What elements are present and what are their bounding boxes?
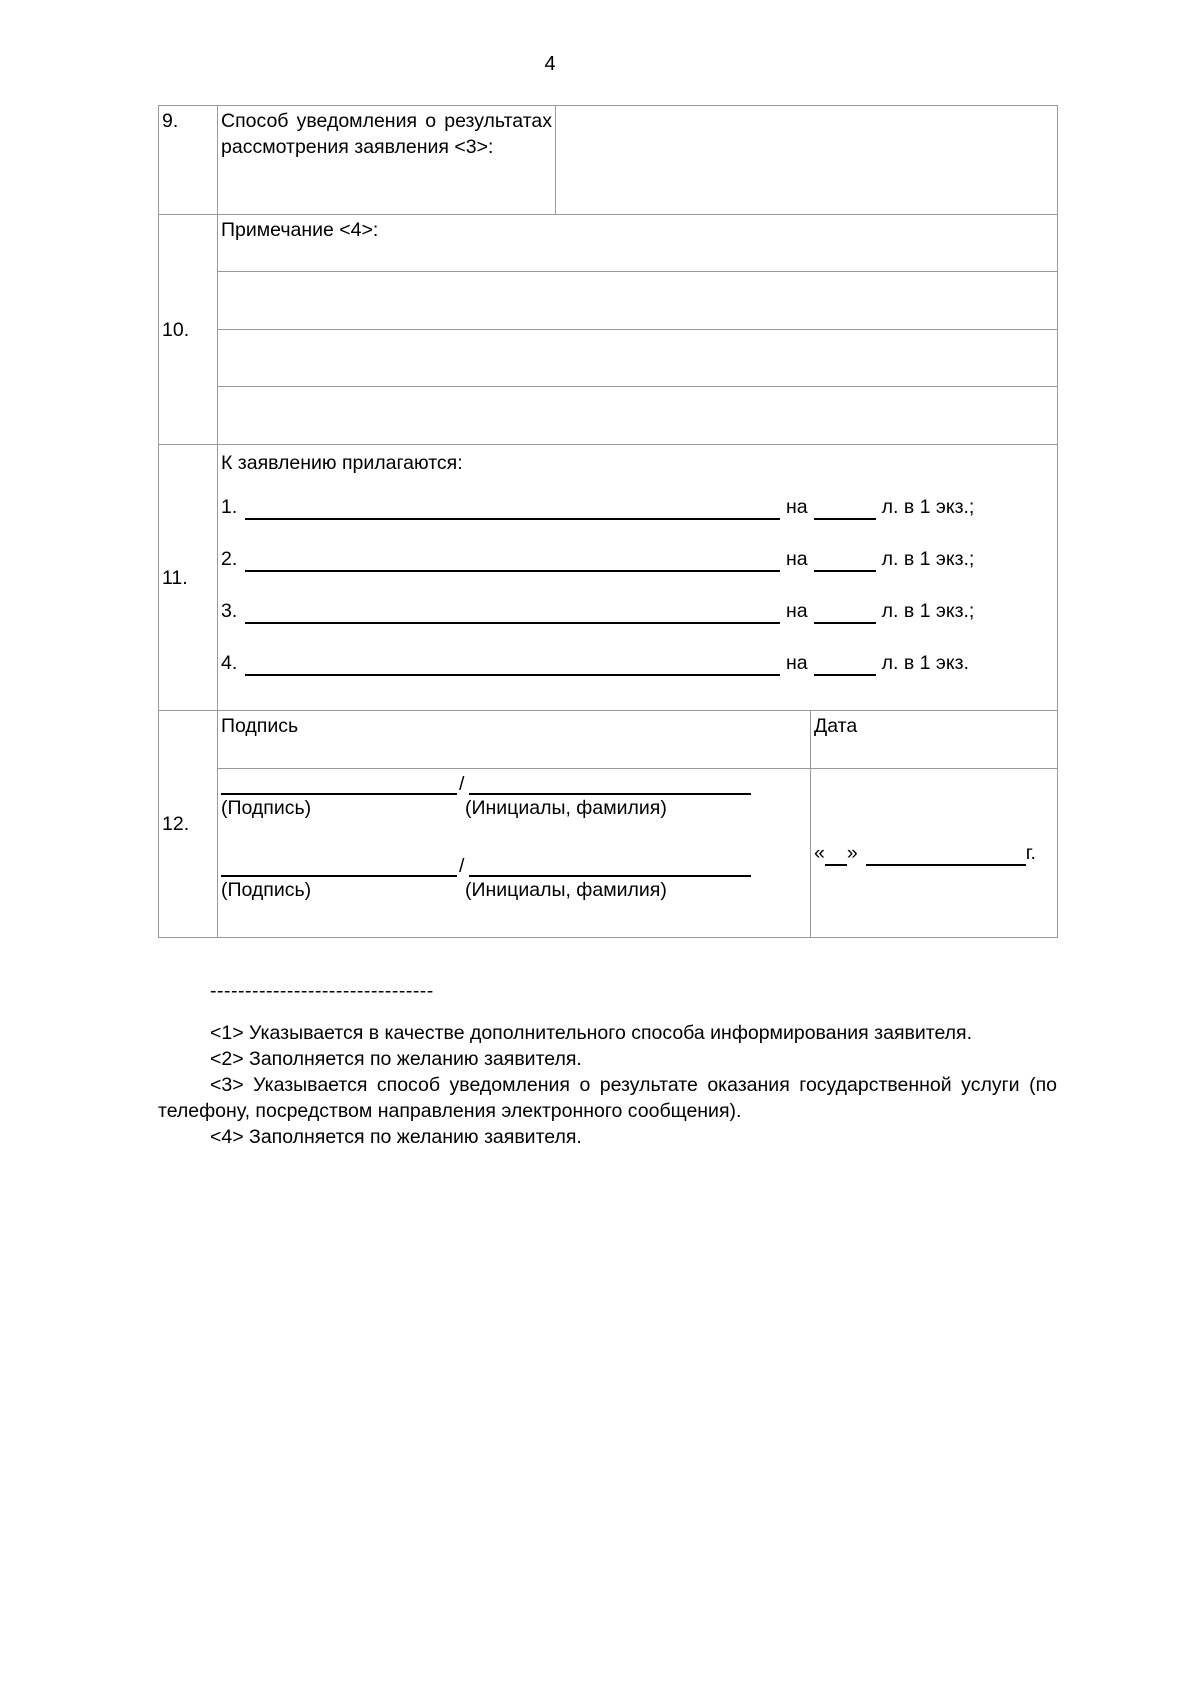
- attachment-number: 4.: [221, 652, 238, 674]
- attachment-number: 1.: [221, 496, 238, 518]
- name-field[interactable]: [469, 853, 751, 877]
- attachment-na-label: на: [786, 600, 808, 622]
- note-line: [159, 272, 1058, 330]
- attachment-item: [221, 476, 1054, 528]
- notification-method-label: Способ уведомления о результатах рассмотрения заявления <3>:: [218, 106, 556, 215]
- attachment-item: [221, 632, 1054, 684]
- attachment-name-field[interactable]: [245, 552, 780, 572]
- attachment-pages-field[interactable]: [814, 604, 876, 624]
- signature-block-1: [221, 771, 807, 853]
- attachments-title: К заявлению прилагаются:: [221, 452, 463, 474]
- attachment-tail-label: л. в 1 экз.: [881, 652, 969, 674]
- year-suffix: г.: [1025, 842, 1036, 864]
- footnote-1: <1> Указывается в качестве дополнительного способа информирования заявителя.: [210, 1022, 973, 1044]
- signature-slash: /: [459, 773, 465, 795]
- attachment-item: [221, 580, 1054, 632]
- attachment-name-field[interactable]: [245, 500, 780, 520]
- row-number-11: 11.: [159, 445, 218, 711]
- date-value: [814, 840, 1054, 866]
- footnote-separator: --------------------------------: [210, 980, 434, 1002]
- attachment-na-label: на: [786, 496, 808, 518]
- name-field[interactable]: [469, 771, 751, 795]
- table-row-10: [159, 215, 1058, 272]
- signature-field[interactable]: [221, 771, 457, 795]
- attachment-name-field[interactable]: [245, 656, 780, 676]
- note-field-1[interactable]: [218, 272, 1058, 330]
- table-row-12: [159, 711, 1058, 769]
- page-number: 4: [544, 53, 556, 75]
- row-number-12: 12.: [159, 711, 218, 938]
- attachment-pages-field[interactable]: [814, 656, 876, 676]
- note-label: Примечание <4>:: [218, 215, 1058, 272]
- table-row-9: [159, 106, 1058, 215]
- date-cell: [811, 769, 1058, 938]
- signature-caption: (Подпись): [221, 797, 312, 819]
- name-caption: (Инициалы, фамилия): [465, 797, 667, 819]
- attachment-item: [221, 528, 1054, 580]
- signature-row: [159, 769, 1058, 938]
- signature-field[interactable]: [221, 853, 457, 877]
- row-number-9: 9.: [159, 106, 218, 215]
- attachment-pages-field[interactable]: [814, 552, 876, 572]
- table-row-11: [159, 445, 1058, 711]
- footnotes: [158, 978, 1057, 1150]
- attachment-tail-label: л. в 1 экз.;: [881, 548, 975, 570]
- day-field[interactable]: [825, 846, 847, 866]
- name-caption: (Инициалы, фамилия): [465, 879, 667, 901]
- note-field-2[interactable]: [218, 330, 1058, 387]
- attachment-tail-label: л. в 1 экз.;: [881, 600, 975, 622]
- attachment-number: 3.: [221, 600, 238, 622]
- note-field-3[interactable]: [218, 387, 1058, 445]
- attachment-na-label: на: [786, 652, 808, 674]
- attachment-pages-field[interactable]: [814, 500, 876, 520]
- date-header: Дата: [811, 711, 1058, 769]
- attachments-cell: [218, 445, 1058, 711]
- footnote-2: <2> Заполняется по желанию заявителя.: [210, 1048, 582, 1070]
- row-number-10: 10.: [159, 215, 218, 445]
- date-close-quote: »: [846, 842, 858, 864]
- note-line: [159, 330, 1058, 387]
- date-open-quote: «: [814, 842, 825, 864]
- attachment-na-label: на: [786, 548, 808, 570]
- signature-block-2: [221, 853, 807, 935]
- signature-slash: /: [459, 855, 465, 877]
- application-form-table: [158, 105, 1058, 938]
- attachment-tail-label: л. в 1 экз.;: [881, 496, 975, 518]
- month-year-field[interactable]: [866, 846, 1026, 866]
- note-line: [159, 387, 1058, 445]
- signature-caption: (Подпись): [221, 879, 312, 901]
- attachment-name-field[interactable]: [245, 604, 780, 624]
- attachment-number: 2.: [221, 548, 238, 570]
- footnote-3: <3> Указывается способ уведомления о результате оказания государственной услуги (по телефону, посредством направления электронного сообщения).: [158, 1074, 1057, 1122]
- signature-cell: [218, 769, 811, 938]
- notification-method-value-field[interactable]: [556, 106, 1058, 215]
- footnote-4: <4> Заполняется по желанию заявителя.: [210, 1126, 582, 1148]
- signature-header: Подпись: [218, 711, 811, 769]
